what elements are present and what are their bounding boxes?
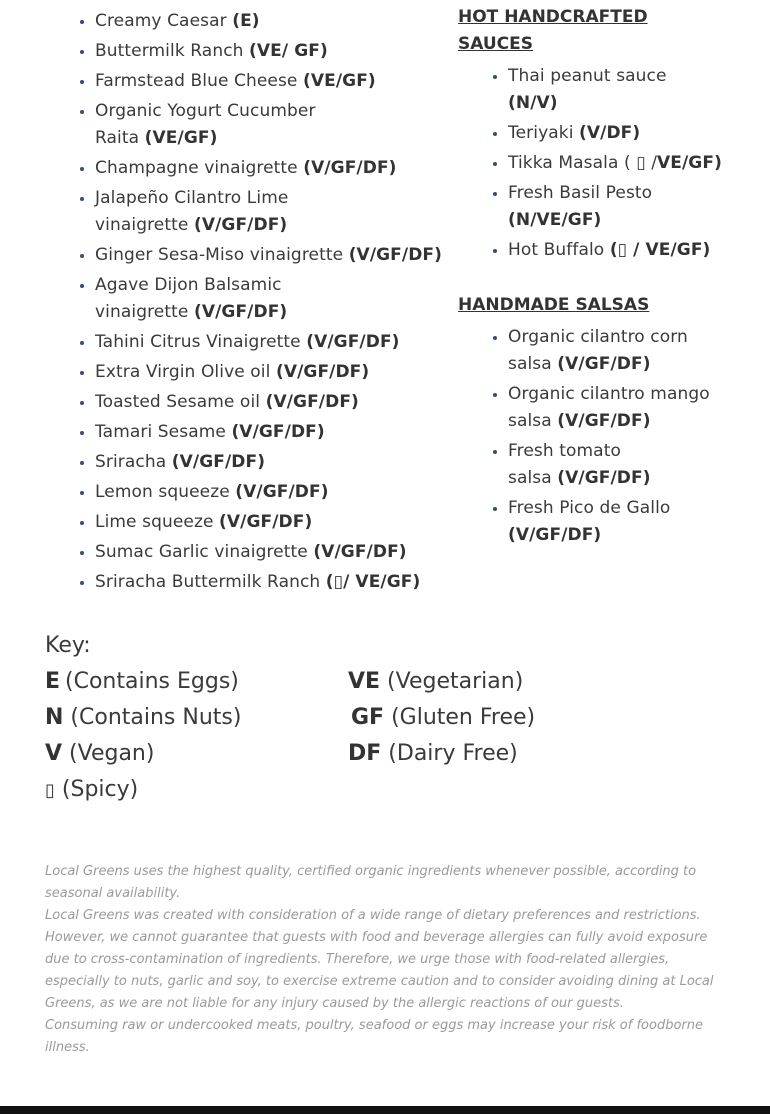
list-item	[95, 539, 455, 566]
diet-tag: (V/GF/DF)	[193, 302, 288, 322]
list-item	[508, 381, 733, 435]
list-item	[508, 120, 758, 147]
item-name: Hot Buffalo	[508, 240, 610, 260]
key-desc: (Dairy Free)	[381, 741, 518, 766]
salsas-heading: HANDMADE SALSAS	[458, 295, 650, 315]
list-item	[508, 237, 758, 264]
diet-tag: (V/GF/DF)	[171, 452, 266, 472]
diet-tag: (V/GF/DF)	[231, 422, 325, 442]
list-item	[95, 242, 455, 269]
diet-tag: (V/GF/DF)	[306, 332, 400, 352]
list-item	[508, 180, 708, 234]
item-name: Champagne vinaigrette	[95, 158, 304, 178]
item-name: Agave Dijon Balsamic vinaigrette	[95, 275, 282, 322]
item-name: Organic cilantro mango salsa	[508, 384, 710, 431]
list-item	[95, 419, 455, 446]
item-name: Fresh Basil Pesto	[508, 183, 653, 203]
key-code: GF	[351, 705, 385, 730]
key-entry	[351, 700, 535, 736]
list-item	[508, 495, 708, 549]
disclaimer-paragraph: Consuming raw or undercooked meats, poultry, seafood or eggs may increase your risk of foodborne illness.	[45, 1018, 703, 1055]
diet-tag: (N/VE/GF)	[508, 210, 602, 230]
footer-bar	[0, 1106, 770, 1114]
item-name: Fresh Pico de Gallo	[508, 498, 671, 518]
item-name: Organic cilantro corn salsa	[508, 327, 688, 374]
list-item	[95, 155, 455, 182]
disclaimer-paragraph: Local Greens uses the highest quality, certified organic ingredients whenever possible, according to seasonal availability.	[45, 864, 697, 901]
spicy-icon: ▯	[45, 780, 55, 801]
list-item	[95, 389, 455, 416]
dressings-list	[45, 8, 455, 596]
list-item	[95, 569, 455, 596]
key-desc: (Spicy)	[54, 777, 139, 802]
dressings-column	[45, 8, 455, 599]
key-row	[45, 700, 745, 736]
diet-tag: (V/GF/DF)	[303, 158, 397, 178]
item-name: Sriracha	[95, 452, 172, 472]
item-name: Tikka Masala ( ▯ /	[508, 153, 658, 173]
diet-tag: (V/GF/DF)	[193, 215, 288, 235]
list-item	[508, 324, 733, 378]
key-desc: (Contains Nuts)	[63, 705, 242, 730]
list-item	[95, 68, 455, 95]
list-item	[95, 509, 455, 536]
list-item	[95, 98, 345, 152]
key-desc: (Contains Eggs)	[65, 669, 239, 694]
item-name: Ginger Sesa-Miso vinaigrette	[95, 245, 349, 265]
diet-tag: (V/GF/DF)	[557, 411, 651, 431]
key-entry	[45, 700, 241, 736]
list-item	[508, 150, 758, 177]
item-name: Jalapeño Cilantro Lime vinaigrette	[95, 188, 289, 235]
disclaimer-paragraph: Local Greens was created with consideration of a wide range of dietary preferences and restrictions. However, we cannot guarantee that guests with food and beverage allergies can fully avoid exposure due to cross-contamination of ingredients. Therefore, we urge those with food-related allergies, especially to nuts, garlic and soy, to exercise extreme caution and to consider avoiding dining at Local Greens, as we are not liable for any injury caused by the allergic reactions of our guests.	[45, 908, 714, 1011]
key-entry	[348, 736, 518, 772]
diet-tag: VE/GF)	[657, 153, 722, 173]
item-name: Farmstead Blue Cheese	[95, 71, 303, 91]
item-name: Toasted Sesame oil	[95, 392, 266, 412]
key-row	[45, 664, 745, 700]
diet-tag: (V/GF/DF)	[557, 468, 651, 488]
list-item	[95, 479, 455, 506]
key-entry	[348, 664, 523, 700]
item-name: Tamari Sesame	[95, 422, 232, 442]
key-desc: (Vegan)	[62, 741, 155, 766]
item-name: Lime squeeze	[95, 512, 220, 532]
legend-key	[45, 628, 745, 808]
item-name: Lemon squeeze	[95, 482, 236, 502]
item-name: Buttermilk Ranch	[95, 41, 250, 61]
diet-tag: (▯ / VE/GF)	[609, 240, 711, 260]
list-item	[95, 185, 325, 239]
item-name: Extra Virgin Olive oil	[95, 362, 276, 382]
list-item	[95, 359, 455, 386]
sauces-list	[458, 63, 758, 264]
key-row	[45, 772, 745, 808]
diet-tag: (▯/ VE/GF)	[325, 572, 421, 592]
list-item	[95, 38, 455, 65]
diet-tag: (V/GF/DF)	[508, 525, 602, 545]
key-code: N	[45, 705, 64, 730]
diet-tag: (V/DF)	[579, 123, 641, 143]
sauces-salsas-column	[458, 4, 758, 552]
key-entry	[45, 772, 138, 809]
key-title: Key:	[45, 633, 91, 658]
diet-tag: (V/GF/DF)	[313, 542, 407, 562]
allergy-disclaimer	[45, 861, 730, 1059]
key-entry	[45, 736, 154, 772]
diet-tag: (V/GF/DF)	[348, 245, 442, 265]
key-code: V	[45, 741, 63, 766]
list-item	[508, 63, 708, 117]
key-code: E	[45, 669, 61, 694]
key-row	[45, 736, 745, 772]
item-name: Thai peanut sauce	[508, 66, 667, 86]
key-desc: (Gluten Free)	[384, 705, 536, 730]
list-item	[95, 272, 325, 326]
diet-tag: (E)	[232, 11, 260, 31]
salsas-list	[458, 324, 758, 549]
item-name: Sumac Garlic vinaigrette	[95, 542, 314, 562]
diet-tag: (V/GF/DF)	[219, 512, 313, 532]
item-name: Creamy Caesar	[95, 11, 233, 31]
diet-tag: (V/GF/DF)	[275, 362, 370, 382]
item-name: Sriracha Buttermilk Ranch	[95, 572, 326, 592]
item-name: Tahini Citrus Vinaigrette	[95, 332, 307, 352]
item-name: Fresh tomato salsa	[508, 441, 621, 488]
diet-tag: (N/V)	[508, 93, 558, 113]
list-item	[95, 329, 455, 356]
diet-tag: (VE/ GF)	[249, 41, 328, 61]
diet-tag: (V/GF/DF)	[265, 392, 359, 412]
list-item	[95, 8, 325, 35]
diet-tag: (V/GF/DF)	[235, 482, 329, 502]
item-name: Organic Yogurt Cucumber Raita	[95, 101, 316, 148]
key-entry	[45, 664, 239, 700]
diet-tag: (VE/GF)	[144, 128, 218, 148]
diet-tag: (V/GF/DF)	[557, 354, 651, 374]
diet-tag: (VE/GF)	[303, 71, 376, 91]
list-item	[95, 449, 455, 476]
key-desc: (Vegetarian)	[380, 669, 524, 694]
key-code: VE	[348, 669, 381, 694]
key-code: DF	[348, 741, 382, 766]
sauces-heading: HOT HANDCRAFTED SAUCES	[458, 7, 648, 54]
item-name: Teriyaki	[508, 123, 580, 143]
list-item	[508, 438, 668, 492]
